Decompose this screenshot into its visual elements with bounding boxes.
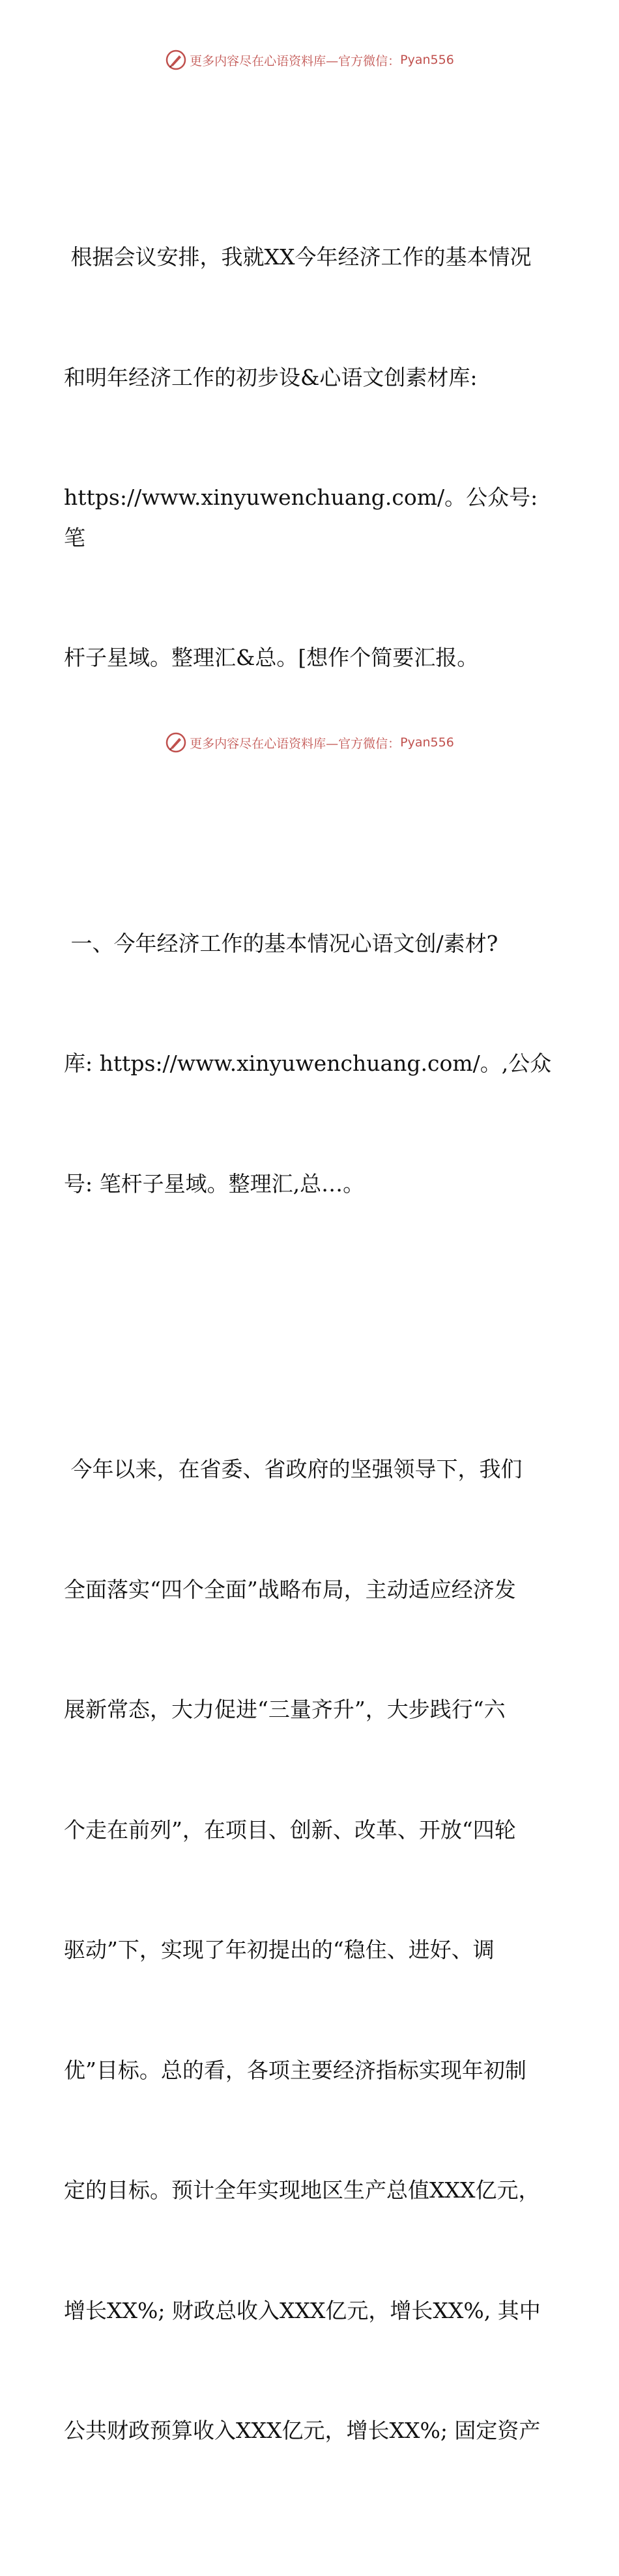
footer-banner <box>0 729 619 756</box>
pen-logo-icon <box>165 731 187 754</box>
text-line: https://www.xinyuwenchuang.com/。公众号: 笔 <box>64 485 545 550</box>
paragraph-intro <box>64 157 559 758</box>
text-line: 定的目标。预计全年实现地区生产总值XXX亿元， <box>64 2177 540 2203</box>
text-line: 全面落实“四个全面”战略布局，主动适应经济发 <box>64 1576 516 1602</box>
text-line: 增长XX%; 财政总收入XXX亿元，增长XX%, 其中 <box>64 2297 541 2323</box>
footer-banner-text: 更多内容尽在心语资料库—官方微信： <box>190 736 401 751</box>
footer-banner-account: Pyan556 <box>400 735 454 750</box>
text-line: 和明年经济工作的初步设&心语文创素材库: <box>64 364 478 390</box>
text-line: 杆子星域。整理汇&总。[想作个简要汇报。 <box>64 645 479 670</box>
paragraph-body <box>64 1369 559 2531</box>
pen-logo-icon <box>165 49 187 71</box>
document-body <box>64 77 559 2576</box>
text-line: 驱动”下，实现了年初提出的“稳住、进好、调 <box>64 1937 495 1962</box>
text-line: 公共财政预算收入XXX亿元，增长XX%; 固定资产 <box>64 2418 541 2443</box>
header-banner-account: Pyan556 <box>400 53 454 67</box>
text-line: 一、今年经济工作的基本情况心语文创/素材? <box>64 930 498 956</box>
text-line: 库: https://www.xinyuwenchuang.com/。,公众 <box>64 1051 552 1076</box>
section-heading <box>64 843 559 1284</box>
header-banner-text: 更多内容尽在心语资料库—官方微信： <box>190 53 401 68</box>
header-banner <box>0 47 619 73</box>
text-line: 根据会议安排，我就XX今年经济工作的基本情况 <box>64 244 532 270</box>
text-line: 今年以来，在省委、省政府的坚强领导下，我们 <box>64 1456 523 1482</box>
text-line: 展新常态，大力促进“三量齐升”，大步践行“六 <box>64 1697 506 1722</box>
text-line: 个走在前列”，在项目、创新、改革、开放“四轮 <box>64 1817 516 1843</box>
text-line: 号: 笔杆子星域。整理汇,总…。 <box>64 1170 365 1196</box>
text-line: 优”目标。总的看，各项主要经济指标实现年初制 <box>64 2057 526 2083</box>
